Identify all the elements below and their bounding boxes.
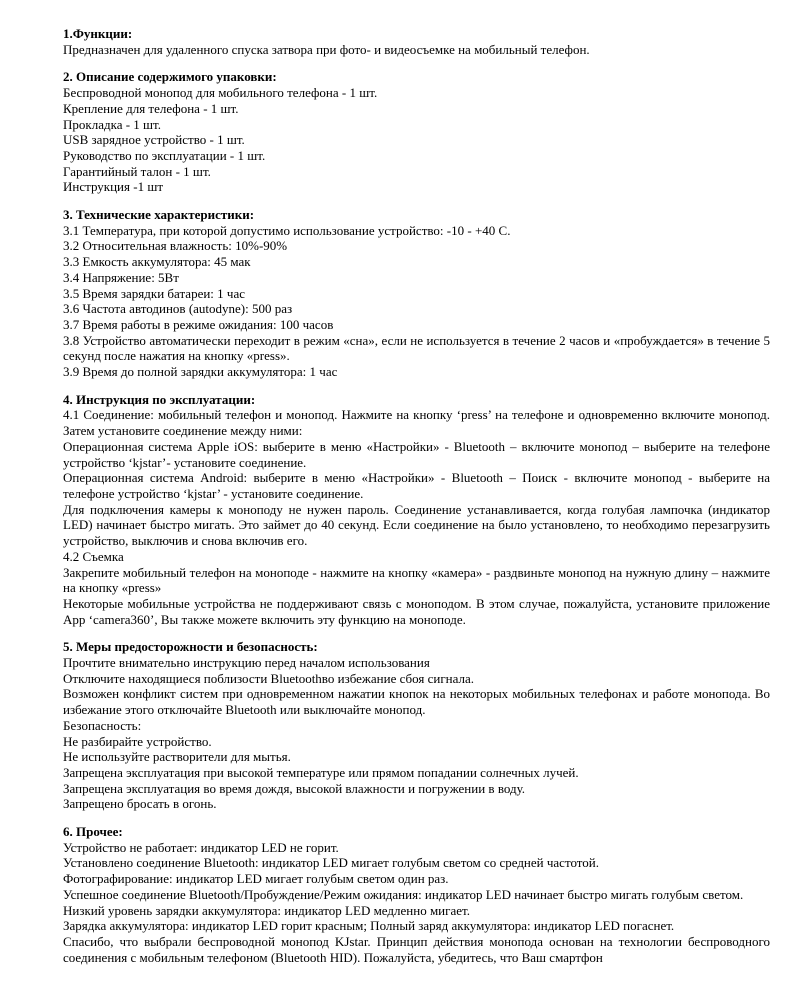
paragraph: Успешное соединение Bluetooth/Пробуждение/Режим ожидания: индикатор LED начинает быстро мигать голубым светом.: [63, 886, 744, 902]
section-heading: 6. Прочее:: [63, 824, 123, 840]
section-safety-precautions: [63, 639, 770, 812]
paragraph: 3.4 Напряжение: 5Вт: [63, 269, 179, 285]
paragraph: Для подключения камеры к моноподу не нужен пароль. Соединение устанавливается, когда голубая лампочка (индикатор LED) начинает быстро мигать. Это займет до 40 секунд. Если соединение на было установлено, то необходимо перезагрузить устройство, выключив и снова включив его.: [63, 501, 770, 549]
section-misc: [63, 824, 770, 965]
paragraph: 4.1 Соединение: мобильный телефон и монопод. Нажмите на кнопку ‘press’ на телефоне и одновременно включите монопод. Затем установите соединение между ними:: [63, 407, 770, 439]
paragraph: Операционная система Apple iOS: выберите в меню «Настройки» - Bluetooth – включите монопод – выберите на телефоне устройство ‘kjstar’- установите соединение.: [63, 438, 770, 470]
paragraph: Устройство не работает: индикатор LED не горит.: [63, 839, 339, 855]
paragraph: 3.1 Температура, при которой допустимо использование устройство: -10 - +40 С.: [63, 222, 511, 238]
paragraph: Зарядка аккумулятора: индикатор LED горит красным; Полный заряд аккумулятора: индикатор LED погаснет.: [63, 918, 675, 934]
paragraph: 3.6 Частота автодинов (autodyne): 500 раз: [63, 301, 293, 317]
section-heading: 5. Меры предосторожности и безопасность:: [63, 639, 318, 655]
paragraph: Установлено соединение Bluetooth: индикатор LED мигает голубым светом со средней частотой.: [63, 855, 600, 871]
paragraph: Некоторые мобильные устройства не поддерживают связь с моноподом. В этом случае, пожалуйста, установите приложение App ‘camera360’, Вы также можете включить эту функцию на моноподе.: [63, 595, 770, 627]
section-specifications: [63, 207, 770, 380]
section-heading: 4. Инструкция по эксплуатации:: [63, 391, 256, 407]
paragraph: Отключите находящиеся поблизости Bluetoothво избежание сбоя сигнала.: [63, 670, 475, 686]
paragraph: Безопасность:: [63, 717, 142, 733]
paragraph: Запрещена эксплуатация во время дождя, высокой влажности и погружении в воду.: [63, 780, 526, 796]
paragraph: 3.7 Время работы в режиме ожидания: 100 часов: [63, 316, 334, 332]
paragraph: 4.2 Съемка: [63, 548, 124, 564]
paragraph: Прокладка - 1 шт.: [63, 116, 162, 132]
paragraph: Прочтите внимательно инструкцию перед началом использования: [63, 655, 430, 671]
paragraph: 3.5 Время зарядки батареи: 1 час: [63, 285, 245, 301]
section-heading: 1.Функции:: [63, 26, 133, 41]
paragraph: 3.9 Время до полной зарядки аккумулятора: 1 час: [63, 364, 338, 380]
paragraph: Запрещено бросать в огонь.: [63, 796, 217, 812]
paragraph: Руководство по эксплуатации - 1 шт.: [63, 147, 266, 163]
paragraph: Возможен конфликт систем при одновременном нажатии кнопок на некоторых мобильных телефонах и работе монопода. Во избежание этого отключайте Bluetooth или выключайте монопод.: [63, 686, 770, 718]
section-usage-instructions: [63, 392, 770, 628]
paragraph: Беспроводной монопод для мобильного телефона - 1 шт.: [63, 85, 378, 101]
paragraph: Не используйте растворители для мытья.: [63, 749, 291, 765]
section-heading: 2. Описание содержимого упаковки:: [63, 69, 277, 85]
section-functions: [63, 26, 770, 57]
paragraph: 3.3 Емкость аккумулятора: 45 мак: [63, 254, 251, 270]
paragraph: USB зарядное устройство - 1 шт.: [63, 132, 245, 148]
paragraph: Инструкция -1 шт: [63, 179, 164, 195]
paragraph: Запрещена эксплуатация при высокой температуре или прямом попадании солнечных лучей.: [63, 764, 579, 780]
paragraph: Операционная система Android: выберите в меню «Настройки» - Bluetooth – Поиск - включите монопод - выберите на телефоне устройство ‘kjstar’ - установите соединение.: [63, 470, 770, 501]
paragraph: Низкий уровень зарядки аккумулятора: индикатор LED медленно мигает.: [63, 902, 470, 918]
paragraph: 3.8 Устройство автоматически переходит в режим «сна», если не используется в течение 2 часов и «пробуждается» в течение 5 секунд после нажатия на кнопку «press».: [63, 332, 770, 364]
paragraph: 3.2 Относительная влажность: 10%-90%: [63, 238, 288, 254]
paragraph: Не разбирайте устройство.: [63, 733, 212, 749]
paragraph: Крепление для телефона - 1 шт.: [63, 100, 239, 116]
section-package-contents: [63, 69, 770, 195]
paragraph: Гарантийный талон - 1 шт.: [63, 163, 211, 179]
section-heading: 3. Технические характеристики:: [63, 207, 255, 223]
paragraph: Фотографирование: индикатор LED мигает голубым светом один раз.: [63, 871, 449, 887]
paragraph: Предназначен для удаленного спуска затвора при фото- и видеосъемке на мобильный телефон.: [63, 41, 590, 57]
paragraph: Закрепите мобильный телефон на моноподе - нажмите на кнопку «камера» - раздвиньте монопод на нужную длину – нажмите на кнопку «press»: [63, 564, 770, 596]
paragraph: Спасибо, что выбрали беспроводной монопод KJstar. Принцип действия монопода основан на технологии беспроводного соединения с мобильным телефоном (Bluetooth HID). Пожалуйста, убедитесь, что Ваш смартфон: [63, 933, 770, 965]
